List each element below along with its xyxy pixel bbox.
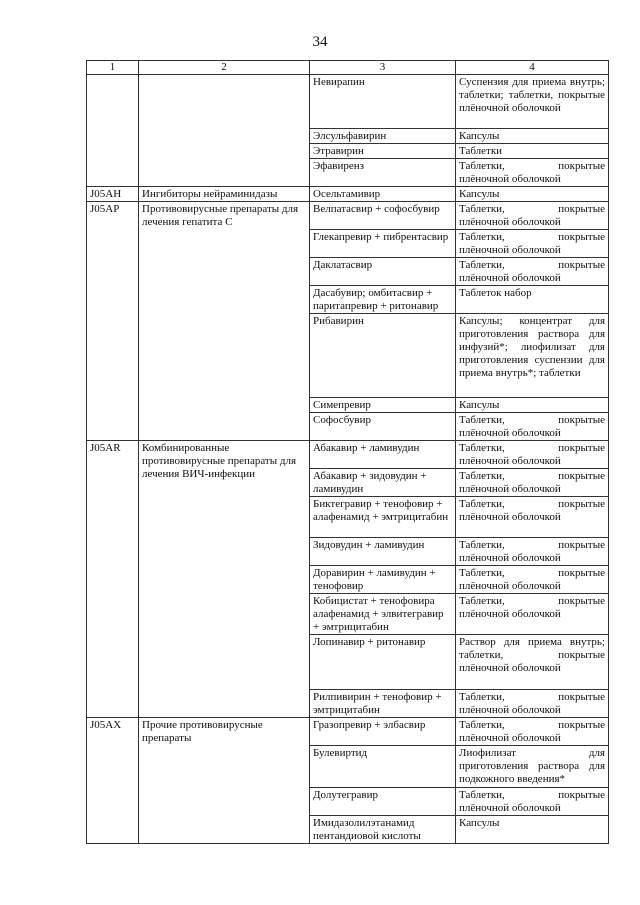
table-row [87,187,609,202]
drug-table [86,60,609,844]
drug-name-cell: Софосбувир [310,413,456,441]
table-row [87,202,609,230]
drug-name-cell: Зидовудин + ламивудин [310,538,456,566]
group-name-cell: Ингибиторы нейраминидазы [139,187,310,202]
drug-name-cell: Абакавир + ламивудин [310,441,456,469]
drug-name-cell: Дасабувир; омбитасвир + паритапревир + ритонавир [310,286,456,314]
drug-name-cell: Абакавир + зидовудин + ламивудин [310,469,456,497]
dosage-form-cell: Таблетки, покрытые плёночной оболочкой [456,230,609,258]
dosage-form-cell: Лиофилизат для приготовления раствора для подкожного введения* [456,746,609,788]
dosage-form-cell: Таблетки, покрытые плёночной оболочкой [456,413,609,441]
drug-name-cell: Имидазолилэтанамид пентандиовой кислоты [310,816,456,844]
dosage-form-cell: Таблетки, покрытые плёночной оболочкой [456,441,609,469]
drug-name-cell: Рилпивирин + тенофовир + эмтрицитабин [310,690,456,718]
drug-name-cell: Этравирин [310,144,456,159]
table-row [87,441,609,469]
drug-name-cell: Велпатасвир + софосбувир [310,202,456,230]
dosage-form-cell: Таблетки, покрытые плёночной оболочкой [456,202,609,230]
page-number: 34 [312,34,328,50]
group-name-cell: Комбинированные противовирусные препараты для лечения ВИЧ-инфекции [139,441,310,718]
drug-name-cell: Кобицистат + тенофовира алафенамид + элвитегравир + эмтрицитабин [310,594,456,635]
drug-name-cell: Гразопревир + элбасвир [310,718,456,746]
drug-name-cell: Доравирин + ламивудин + тенофовир [310,566,456,594]
atc-code-cell: J05AX [87,718,139,844]
dosage-form-cell: Таблетки, покрытые плёночной оболочкой [456,538,609,566]
group-name-cell: Противовирусные препараты для лечения гепатита С [139,202,310,441]
dosage-form-cell: Таблетки, покрытые плёночной оболочкой [456,469,609,497]
atc-code-cell: J05AH [87,187,139,202]
drug-name-cell: Лопинавир + ритонавир [310,635,456,690]
drug-name-cell: Элсульфавирин [310,129,456,144]
dosage-form-cell: Таблетки, покрытые плёночной оболочкой [456,497,609,538]
drug-name-cell: Глекапревир + пибрентасвир [310,230,456,258]
group-name-cell [139,75,310,187]
dosage-form-cell: Таблетки, покрытые плёночной оболочкой [456,594,609,635]
table-row [87,75,609,129]
dosage-form-cell: Капсулы [456,816,609,844]
group-name-cell: Прочие противовирусные препараты [139,718,310,844]
dosage-form-cell: Таблетки, покрытые плёночной оболочкой [456,718,609,746]
dosage-form-cell: Таблетки, покрытые плёночной оболочкой [456,159,609,187]
table-header-row [87,61,609,75]
dosage-form-cell: Таблеток набор [456,286,609,314]
atc-code-cell [87,75,139,187]
atc-code-cell: J05AR [87,441,139,718]
column-header-3: 3 [310,61,456,75]
dosage-form-cell: Суспензия для приема внутрь; таблетки; таблетки, покрытые плёночной оболочкой [456,75,609,129]
dosage-form-cell: Капсулы; концентрат для приготовления раствора для инфузий*; лиофилизат для приготовления суспензии для приема внутрь*; таблетки [456,314,609,398]
drug-name-cell: Рибавирин [310,314,456,398]
column-header-2: 2 [139,61,310,75]
drug-name-cell: Эфавиренз [310,159,456,187]
drug-name-cell: Осельтамивир [310,187,456,202]
dosage-form-cell: Капсулы [456,129,609,144]
column-header-1: 1 [87,61,139,75]
drug-name-cell: Булевиртид [310,746,456,788]
column-header-4: 4 [456,61,609,75]
table-body [87,75,609,844]
drug-name-cell: Долутегравир [310,788,456,816]
dosage-form-cell: Капсулы [456,187,609,202]
table-row [87,718,609,746]
dosage-form-cell: Таблетки, покрытые плёночной оболочкой [456,788,609,816]
dosage-form-cell: Таблетки, покрытые плёночной оболочкой [456,258,609,286]
dosage-form-cell: Таблетки, покрытые плёночной оболочкой [456,690,609,718]
dosage-form-cell: Таблетки, покрытые плёночной оболочкой [456,566,609,594]
drug-name-cell: Биктегравир + тенофовир + алафенамид + эмтрицитабин [310,497,456,538]
drug-name-cell: Симепревир [310,398,456,413]
drug-name-cell: Невирапин [310,75,456,129]
atc-code-cell: J05AP [87,202,139,441]
dosage-form-cell: Таблетки [456,144,609,159]
drug-name-cell: Даклатасвир [310,258,456,286]
dosage-form-cell: Капсулы [456,398,609,413]
dosage-form-cell: Раствор для приема внутрь; таблетки, покрытые плёночной оболочкой [456,635,609,690]
